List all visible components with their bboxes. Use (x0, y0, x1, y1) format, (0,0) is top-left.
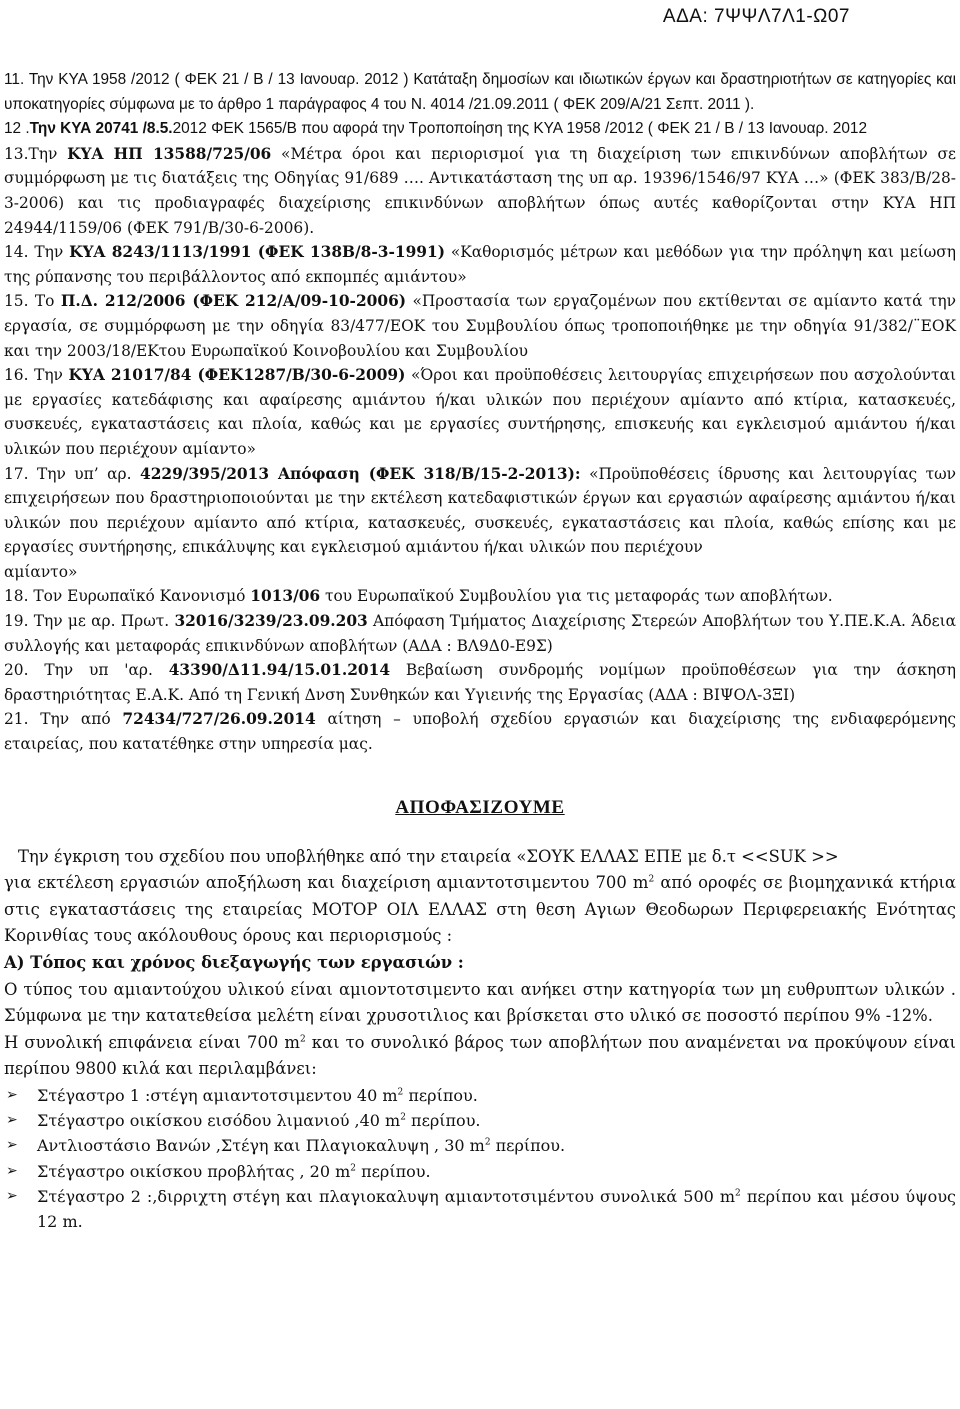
item-17-text: «Προϋποθέσεις ίδρυσης και λειτουργίας των επιχειρήσεων που δραστηριοποιούνται με την εκτέλεση κατεδαφιστικών έργων και εργασιών αφαίρεσης αμιάντου ή/και υλικών που περιέχουν αμίαντο από κτίρια, κατασκευές, συσκευές, εγκαταστάσεις και πλοία, καθώς επίσης και με εργασίες συντήρησης, επικάλυψης και εγκλεισμού αμιάντου ή/και υλικών που περιέχουν (4, 464, 957, 557)
item-17 (4, 462, 956, 560)
item-18-text: του Ευρωπαϊκού Συμβουλίου για τις μεταφοράς των αποβλήτων. (320, 587, 833, 606)
list-item-unit-exp: 2 (350, 1163, 357, 1174)
list-item (4, 1159, 956, 1184)
item-15 (4, 289, 956, 363)
section-a-paragraph-2-part-2: και το συνολικό βάρος των αποβλήτων που αναμένεται να προκύψουν είναι περίπου 9800 κιλά και περιλαμβάνει: (4, 1032, 956, 1079)
list-item-unit-exp: 2 (400, 1112, 406, 1123)
section-a-paragraph-2 (4, 1030, 956, 1083)
item-12 (4, 117, 956, 142)
section-a-paragraph-1: Ο τύπος του αμιαντούχου υλικού είναι αμιοντοτσιμεντο και ανήκει στην κατηγορία των μη ευθρυπτων υλικών . Σύμφωνα με την κατατεθείσα μελέτη είναι χρυσοτιλιος και βρίσκεται στο υλικό σε ποσοστό περίπου 9% -12%. (4, 979, 956, 1026)
item-13-bold: ΚΥΑ ΗΠ 13588/725/06 (67, 144, 272, 163)
item-21-prefix: 21. Την από (4, 710, 123, 729)
item-14-prefix: 14. Την (4, 243, 70, 262)
item-13-text: «Μέτρα όροι και περιορισμοί για τη διαχείριση των επικινδύνων αποβλήτων σε συμμόρφωση με τις διατάξεις της Οδηγίας 91/689 …. Αντικατάσταση της υπ αρ. 19396/1546/97 ΚΥΑ …» (ΦΕΚ 383/Β/28-3-2006) και τις προδιαγραφές διαχείρισης επικινδύνων αποβλήτων όπως αυτές καθορίζονται στην ΚΥΑ ΗΠ 24944/1159/06 (ΦΕΚ 791/Β/30-6-2006). (4, 144, 956, 237)
roof-list (4, 1083, 956, 1234)
item-20-text: Βεβαίωση συνδρομής νομίμων προϋποθέσεων για την άσκηση δραστηριότητας Ε.Α.Κ. Από τη Γενική Δνση Συνθηκών και Υγιεινής της Εργασίας (ΑΔΑ : ΒΙΨΟΛ-3ΞΙ) (4, 661, 956, 704)
item-14-text: «Καθορισμός μέτρων και μεθόδων για την πρόληψη και μείωση της ρύπανσης του περιβάλλοντος από εκπομπές αμιάντου» (4, 243, 957, 286)
decision-intro-text (4, 870, 956, 950)
item-20 (4, 658, 956, 707)
item-19-text: Απόφαση Τμήματος Διαχείρισης Στερεών Αποβλήτων του Υ.ΠΕ.Κ.Α. Άδεια συλλογής και μεταφοράς επικινδύνων αποβλήτων (ΑΔΑ : ΒΛ9Δ0-Ε9Σ) (4, 612, 957, 655)
list-item-suffix: περίπου και μέσου ύψους 12 m. (37, 1186, 957, 1231)
section-a-heading: Α) Τόπος και χρόνος διεξαγωγής των εργασιών : (4, 953, 464, 972)
list-item-unit-exp: 2 (397, 1087, 404, 1098)
item-18-prefix: 18. Τον Ευρωπαϊκό Κανονισμό (4, 587, 251, 606)
list-item-text: Στέγαστρο 1 :στέγη αμιαντοτσιμεντου 40 m (37, 1085, 398, 1105)
arrowhead-bullet-icon: ➢ (6, 1086, 18, 1103)
item-15-prefix: 15. Το (4, 292, 61, 311)
list-item (4, 1083, 956, 1108)
item-13 (4, 142, 956, 240)
decision-intro-part-1: για εκτέλεση εργασιών αποξήλωση και διαχείριση αμιαντοτσιμεντου 700 m (4, 873, 649, 893)
document-body (4, 68, 956, 1234)
list-item-suffix: περίπου. (403, 1085, 478, 1105)
item-14-bold: ΚΥΑ 8243/1113/1991 (ΦΕΚ 138Β/8-3-1991) (69, 243, 445, 262)
list-item (4, 1184, 956, 1234)
list-item-unit-exp: 2 (735, 1188, 741, 1199)
list-item-text: Αντλιοστάσιο Βανών ,Στέγη και Πλαγιοκαλυψη , 30 m (37, 1136, 485, 1156)
list-item-suffix: περίπου. (356, 1161, 431, 1181)
decision-title: ΑΠΟΦΑΣΙΖΟΥΜΕ (395, 796, 565, 818)
document-id: ΑΔΑ: 7ΨΨΛ7Λ1-Ω07 (662, 6, 850, 27)
item-12-prefix: 12 . (4, 120, 30, 138)
list-item-suffix: περίπου. (490, 1136, 566, 1156)
item-17-prefix: 17. Την υπ’ αρ. (4, 464, 140, 483)
item-20-bold: 43390/Δ11.94/15.01.2014 (168, 661, 391, 680)
arrowhead-bullet-icon: ➢ (6, 1162, 18, 1179)
section-a-paragraph-2-part-1: Η συνολική επιφάνεια είναι 700 m (4, 1032, 300, 1052)
item-19-bold: 32016/3239/23.09.203 (174, 612, 368, 631)
arrowhead-bullet-icon: ➢ (6, 1112, 18, 1129)
list-item (4, 1133, 956, 1158)
item-18-bold: 1013/06 (250, 587, 321, 606)
item-16-bold: ΚΥΑ 21017/84 (ΦΕΚ1287/Β/30-6-2009) (68, 366, 406, 385)
decision-intro-part-2: από οροφές σε βιομηχανικά κτήρια στις εγκαταστάσεις της εταιρείας ΜΟΤΟΡ ΟΙΛ ΕΛΛΑΣ στη θεση Αγιων Θεοδωρων Περιφερειακής Ενότητας Κορινθίας τους ακόλουθους όρους και περιορισμούς : (4, 873, 956, 946)
list-item-text: Στέγαστρο οικίσκου προβλήτας , 20 m (37, 1161, 351, 1181)
list-item (4, 1108, 956, 1133)
item-19 (4, 609, 956, 658)
item-12-bold: Την ΚΥΑ 20741 /8.5. (29, 120, 173, 138)
item-15-bold: Π.Δ. 212/2006 (ΦΕΚ 212/Α/09-10-2006) (60, 292, 407, 311)
item-16 (4, 363, 956, 461)
item-21-bold: 72434/727/26.09.2014 (122, 710, 316, 729)
item-11: 11. Την ΚΥΑ 1958 /2012 ( ΦΕΚ 21 / Β / 13 Ιανουαρ. 2012 ) Κατάταξη δημοσίων και ιδιωτικών έργων και δραστηριοτήτων σε κατηγορίες και υποκατηγορίες σύμφωνα με το άρθρο 1 παράγραφος 4 του Ν. 4014 /21.09.2011 ( ΦΕΚ 209/Α/21 Σεπτ. 2011 ). (4, 71, 956, 113)
arrowhead-bullet-icon: ➢ (6, 1187, 18, 1204)
list-item-text: Στέγαστρο οικίσκου εισόδου λιμανιού ,40 m (37, 1111, 401, 1131)
item-14 (4, 240, 956, 289)
list-item-suffix: περίπου. (405, 1111, 481, 1131)
arrowhead-bullet-icon: ➢ (6, 1137, 18, 1154)
item-21-text: αίτηση – υποβολή σχεδίου εργασιών και διαχείρισης της ενδιαφερόμενης εταιρείας, που κατατέθηκε στην υπηρεσία μας. (4, 710, 956, 754)
item-19-prefix: 19. Την με αρ. Πρωτ. (4, 612, 175, 631)
decision-intro-unit-exp: 2 (648, 874, 655, 885)
item-21 (4, 707, 956, 756)
section-a-paragraph-2-unit-exp: 2 (299, 1034, 306, 1045)
item-16-prefix: 16. Την (4, 366, 69, 385)
item-16-text: «Όροι και προϋποθέσεις λειτουργίας επιχειρήσεων που ασχολούνται με εργασίες κατεδάφισης και αφαίρεσης αμιάντου ή/και υλικών που περιέχουν αμίαντο από κτίρια, κατασκευές, συσκευές, εγκαταστάσεις και πλοία, καθώς και με εργασίες συντήρησης, επισκευής και εγκλεισμού αμιάντου ή/και υλικών που περιέχουν αμίαντο» (4, 366, 956, 458)
list-item-unit-exp: 2 (484, 1138, 491, 1149)
item-15-text: «Προστασία των εργαζομένων που εκτίθενται σε αμίαντο κατά την εργασία, σε συμμόρφωση με την οδηγία 83/477/ΕΟΚ του Συμβουλίου όπως τροποποιήθηκε με την οδηγία 91/382/¨ΕΟΚ και την 2003/18/ΕΚτου Ευρωπαϊκού Κοινοβουλίου και Συμβουλίου (4, 292, 956, 360)
item-12-text: 2012 ΦΕΚ 1565/Β που αφορά την Τροποποίηση της ΚΥΑ 1958 /2012 ( ΦΕΚ 21 / Β / 13 Ιανουαρ. 2012 (172, 120, 868, 138)
item-18 (4, 584, 956, 609)
item-17-tail: αμίαντο» (4, 562, 78, 581)
item-13-prefix: 13.Την (4, 144, 68, 163)
list-item-text: Στέγαστρο 2 :,διρριχτη στέγη και πλαγιοκαλυψη αμιαντοτσιμέντου συνολικά 500 m (37, 1186, 736, 1206)
item-17-bold: 4229/395/2013 Απόφαση (ΦΕΚ 318/Β/15-2-2013): (140, 464, 581, 483)
decision-intro-line: Την έγκριση του σχεδίου που υποβλήθηκε από την εταιρεία «ΣΟΥΚ ΕΛΛΑΣ ΕΠΕ με δ.τ <<SUK >> (18, 846, 839, 866)
item-20-prefix: 20. Την υπ 'αρ. (4, 661, 169, 680)
